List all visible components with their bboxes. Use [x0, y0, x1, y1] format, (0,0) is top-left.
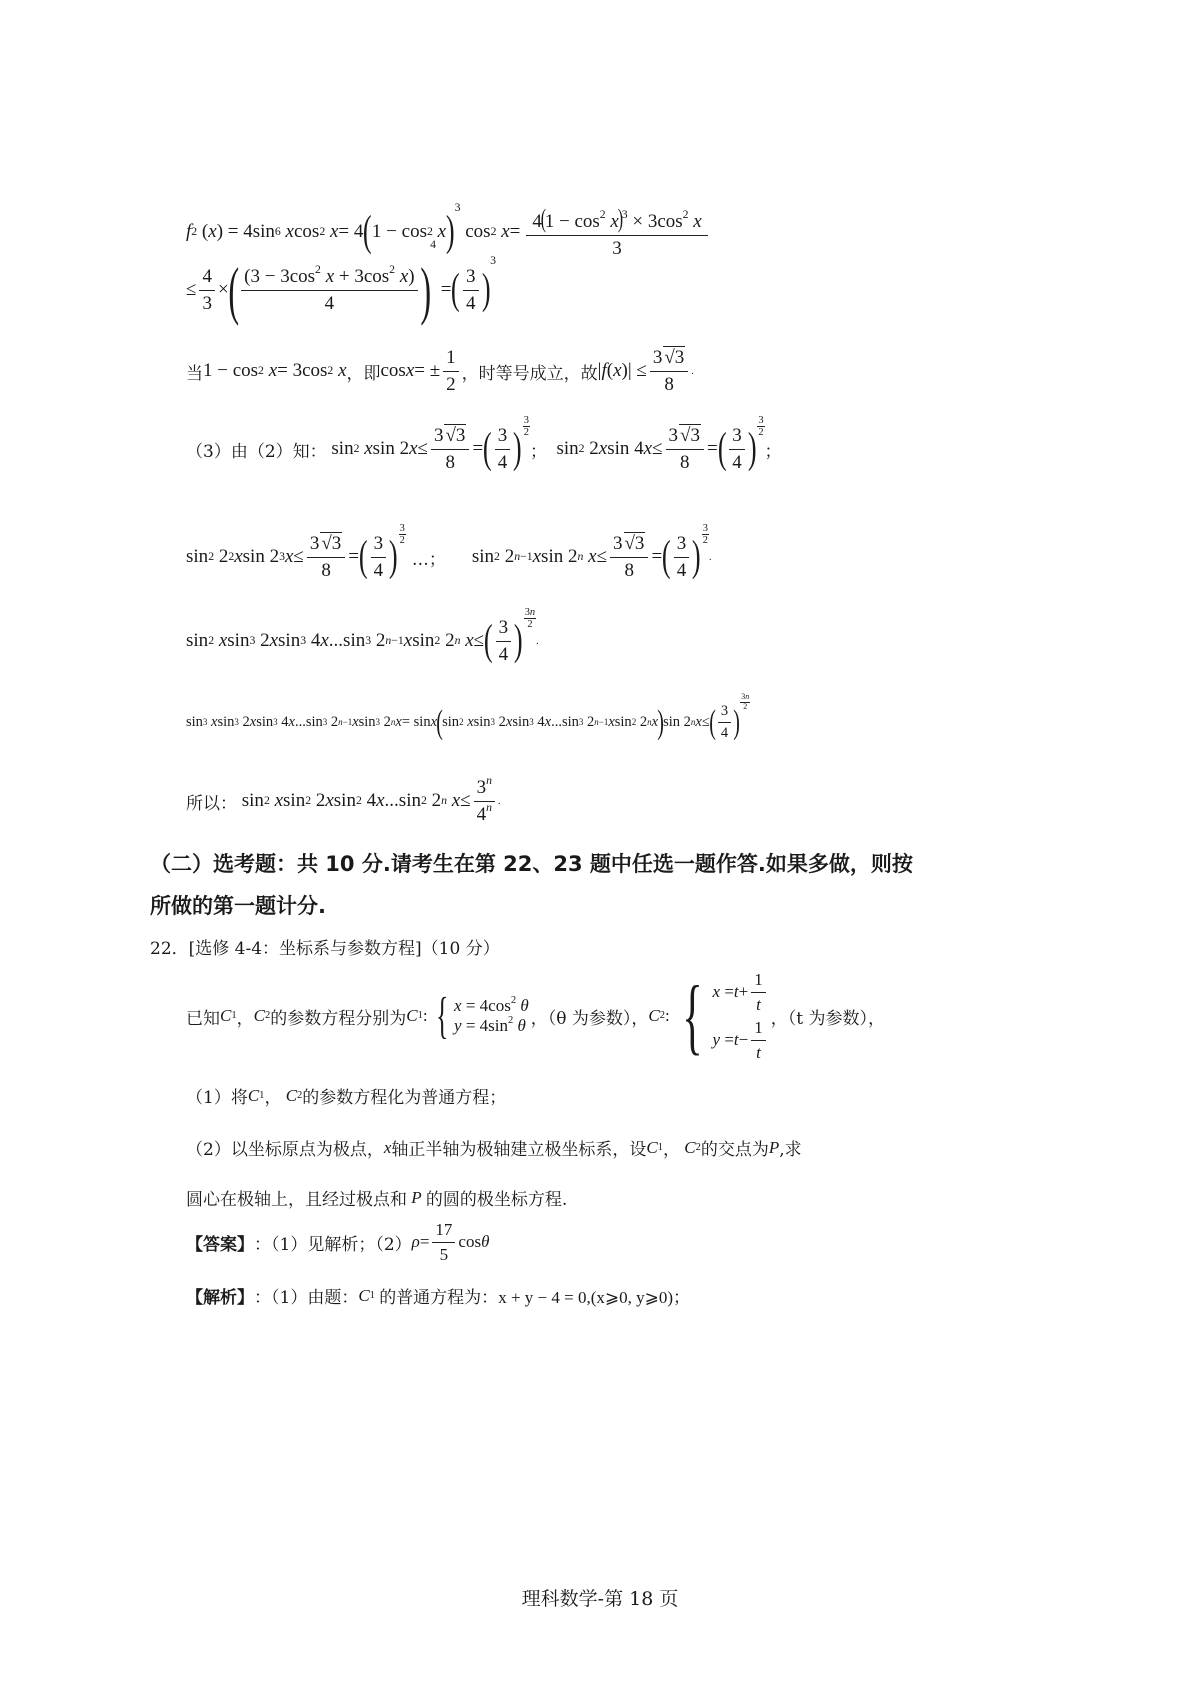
text-ellipsis: …；: [411, 549, 446, 570]
text-dang: 当: [186, 363, 203, 384]
text-equal-cond: ，时等号成立，故: [461, 363, 598, 384]
equation-line-5: sin 2 2 2 x sin 2 3 x ≤ $\frac{3 √3}{8}$ = ( $\frac{3}{4}$ ) $\frac{3}{2}$ …； sin 2 2 n−1 x sin 2 n x ≤ $\frac{3 √3}{8}$ = ( $\frac{3}{4}$ ) $\frac{3}{2}$ .: [186, 523, 712, 581]
equation-line-2: ≤ $\frac{4}{3}$ × ( $\frac{(3 - 3\cos^2 x + 3\cos^2 x)}{4}$ ) 4 = ( $\frac{3}{4}$ ) 3: [186, 238, 496, 326]
equation-line-6: sin 2 x sin 3 2 x sin 3 4 x ...sin 3 2 n−1 x sin 2 2 n x ≤ ( $\frac{3}{4}$ ) $\frac{3n}{2}$ .: [186, 607, 539, 665]
answer-line: 【答案】 ：（1）见解析；（2） ρ = $\frac{17}{5}$ cos θ: [186, 1220, 490, 1264]
equation-line-7: sin 3 x sin 3 2 x sin 3 4 x ...sin 3 2 n−1 x sin 3 2 n x = sin x ( sin 2 x sin 3 2 x sin 3 4 x ...sin 3 2 n−1 x sin 2 2 n x ) sin 2 n x ≤ ( $\frac{3}{4}$ ) $\frac{3n}{2}$: [186, 692, 750, 741]
question-22-part-2: （2）以坐标原点为极点， x 轴正半轴为极轴建立极坐标系，设 C 1 ， C 2 的交点为 P ,求: [186, 1137, 802, 1160]
equation-line-3: 当 1 − cos 2 x = 3cos 2 x ，即 cos x = ± $\frac{1}{2}$ ，时等号成立，故 | f ( x )| ≤ $\frac{3 √3}{8}$ .: [186, 347, 694, 395]
question-22-statement: 已知 C 1 ， C 2 的参数方程分别为 C 1 : { $x = 4\cos^2$ θ $y = 4\sin^2$ θ ，（θ 为参数）， C 2 : { x = t + $\frac{1}{t}$ y = t − $\frac{1}{t}$ ，（t 为参数），: [186, 968, 885, 1063]
text-step3: （3）由（2）知：: [186, 441, 327, 462]
question-22-part-1: （1）将 C 1 ， C 2 的参数方程化为普通方程；: [186, 1085, 507, 1108]
question-22-title: 22．[选修 4-4：坐标系与参数方程]（10 分）: [150, 939, 500, 959]
question-22-part-2-cont: 圆心在极轴上，且经过极点和 P 的圆的极坐标方程.: [186, 1187, 568, 1210]
text-semi-2: ；: [764, 441, 782, 462]
page-footer: 理科数学-第 18 页: [521, 1588, 679, 1610]
answer-label: 【答案】: [186, 1234, 254, 1255]
equation-line-8: 所以： sin 2 x sin 2 2 x sin 2 4 x ...sin 2 2 n x ≤ $\frac{3^n}{4^n}$ .: [186, 774, 501, 825]
analysis-line: 【解析】 ：（1）由题： C 1 的普通方程为： x + y − 4 = 0,(x⩾0, y⩾0)；: [186, 1283, 690, 1308]
equation-line-4: （3）由（2）知： sin 2 x sin 2 x ≤ $\frac{3 √3}{8}$ = ( $\frac{3}{4}$ ) $\frac{3}{2}$ ； sin 2 2 x sin 4 x ≤ $\frac{3 √3}{8}$ = ( $\frac{3}{4}$ ) $\frac{3}{2}$ ；: [186, 415, 782, 473]
text-suoyi: 所以：: [186, 793, 237, 814]
section-heading-line-1: （二）选考题：共 10 分.请考生在第 22、23 题中任选一题作答.如果多做，则按: [150, 852, 913, 876]
text-semi-1: ；: [529, 441, 547, 462]
analysis-label: 【解析】: [186, 1288, 254, 1308]
text-ji: ，即: [346, 363, 381, 384]
equation-line-1: f 2 ( x ) = 4sin 6 x cos 2 x = 4 ( 1 − cos 2 x ) 3 cos 2 x = $\frac{4(1 - \cos^2 x)^3 \times 3\cos^2 x}{3}$: [186, 205, 711, 260]
section-heading-line-2: 所做的第一题计分.: [150, 894, 326, 918]
